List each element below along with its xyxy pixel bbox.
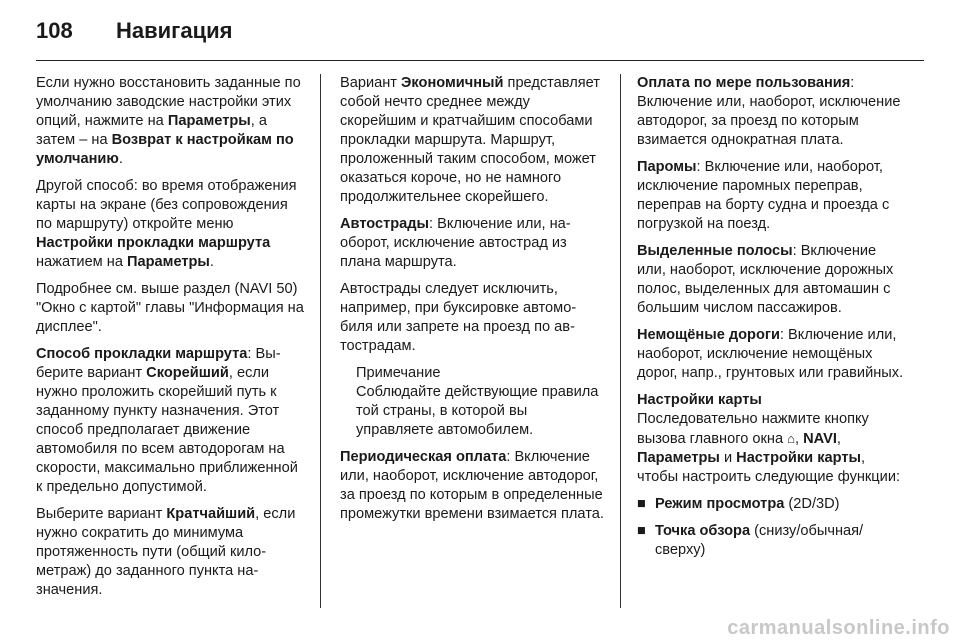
column-3 [637,74,905,568]
paragraph: Автострады следует исключить, например, при буксировке автомобиля или запрете на проезд по автострадам. [340,281,577,354]
watermark: carmanualsonline.info [727,617,950,639]
header-rule [36,60,924,61]
paragraph: Немощёные дороги: Включение или, наоборот, исключение немощёных дорог, напр., грунтовых или гравийных. [637,327,904,381]
chapter-title: Навигация [116,18,233,43]
paragraph: Подробнее см. выше раздел (NAVI 50) "Окно с картой" главы "Информация на дисплее". [36,281,304,335]
column-2 [340,74,604,532]
feature-list [637,495,905,560]
paragraph: Если нужно восстановить заданные по умолчанию заводские настройки этих опций, нажмите на Параметры, а затем – на Возврат к настройкам по умолчанию. [36,75,301,167]
column-divider-1 [320,74,321,608]
note-title: Примечание [356,365,441,381]
column-1 [36,74,304,608]
paragraph: Выберите вариант Кратчайший, если нужно сократить до минимума протяженность пути (общий километраж) до заданного пункта назначения. [36,506,296,598]
note-box [356,364,604,440]
paragraph: Способ прокладки маршрута: Выберите вариант Скорейший, если нужно проложить скорейший путь к заданному пункту назначения. Этот способ предполагает движение автомобиля по всем автодорогам на скорости, максимально приближенной к предельно допустимой. [36,346,298,495]
paragraph: Оплата по мере пользования: Включение или, наоборот, исключение автодорог, за проезд по которым взимается однократная плата. [637,75,901,148]
paragraph: Другой способ: во время отображения карты на экране (без сопровождения по маршруту) откройте меню Настройки прокладки маршрута нажатием на Параметры. [36,178,297,270]
home-icon: ⌂ [787,431,795,446]
section-heading: Настройки карты [637,392,762,408]
paragraph: Паромы: Включение или, наоборот, исключение паромных переправ, переправ на борту судна и проезда с погрузкой на поезд. [637,159,890,232]
paragraph: Вариант Экономичный представляет собой нечто среднее между скорейшим и кратчайшим способами прокладки маршрута. Маршрут, проложенный таким способом, может оказаться короче, но не намного продолжительнее скорейшего. [340,75,600,205]
paragraph: Последовательно нажмите кнопку вызова главного окна ⌂, NAVI, Параметры и Настройки карты, чтобы настроить следующие функции: [637,411,901,485]
paragraph: Периодическая оплата: Включение или, наоборот, исключение автодорог, за проезд по которым в определенные промежутки времени взимается плата. [340,449,604,522]
page-header [36,14,924,50]
paragraph: Выделенные полосы: Включение или, наоборот, исключение дорожных полос, выделенных для автомашин с большим числом пассажиров. [637,243,894,316]
page-number: 108 [36,18,73,43]
note-text: Соблюдайте действующие правила той страны, в которой вы управляете автомобилем. [356,384,599,438]
column-divider-2 [620,74,621,608]
list-item: ■ Точка обзора (снизу/обычная/ сверху) [637,523,864,558]
bullet-icon: ■ [637,496,646,512]
paragraph: Автострады: Включение или, наоборот, исключение автострад из плана маршрута. [340,216,571,270]
list-item: ■ Режим просмотра (2D/3D) [637,496,840,512]
bullet-icon: ■ [637,523,646,539]
